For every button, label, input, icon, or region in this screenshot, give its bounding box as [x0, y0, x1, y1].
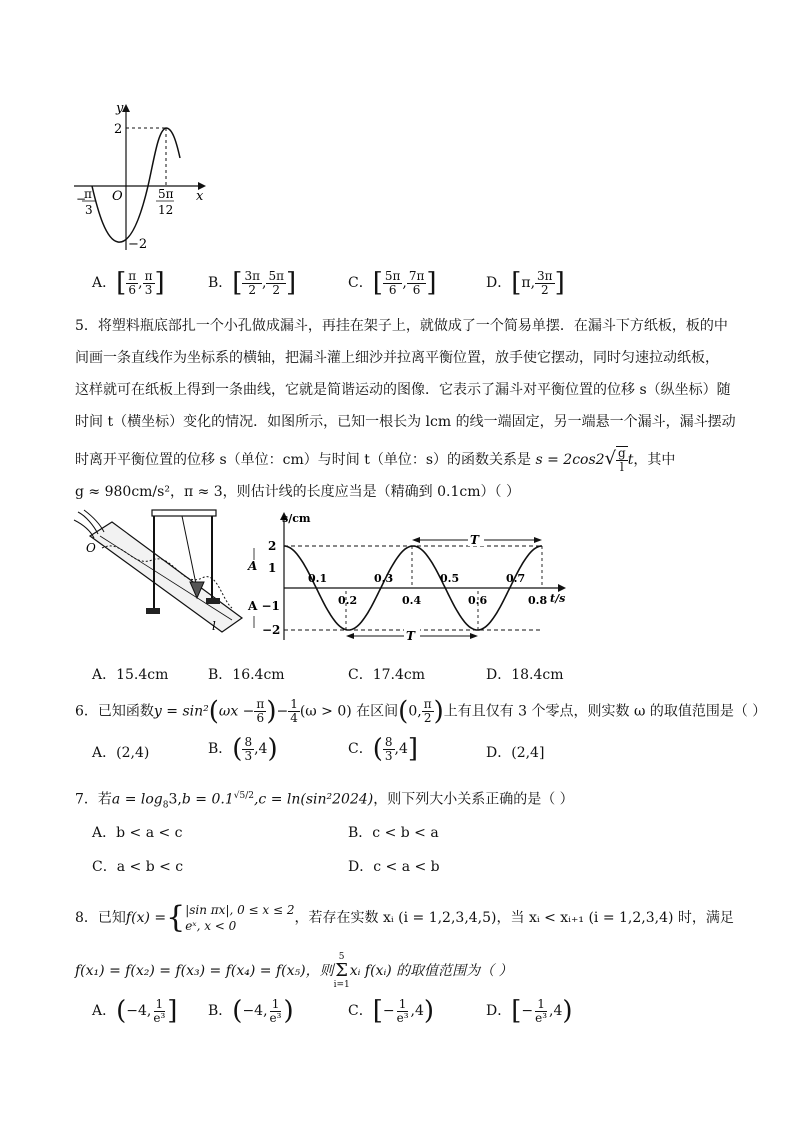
- q6-option-c[interactable]: C．( $\frac{8}{3}$ ,4]: [348, 734, 419, 764]
- q8-option-a[interactable]: A．(−4, $\frac{1}{\text{e³}}$ ]: [92, 996, 178, 1026]
- frame-top: [152, 510, 216, 516]
- q4-option-b[interactable]: B．[ $\frac{3\pi}{2}$ , $\frac{5\pi}{2}$ ]: [208, 268, 297, 298]
- y-min-label: −2: [128, 237, 148, 252]
- q4-option-d[interactable]: D．[π, $\frac{3\pi}{2}$ ]: [486, 268, 565, 298]
- q7-option-c[interactable]: C．a < b < c: [92, 859, 184, 875]
- tick-0.7: 0.7: [506, 572, 526, 585]
- q4-option-c[interactable]: C．[ $\frac{5\pi}{6}$ , $\frac{7\pi}{6}$ ]: [348, 268, 437, 298]
- s-1-label: 1: [268, 561, 277, 575]
- tick-0.3: 0.3: [374, 572, 394, 585]
- paper-board: [90, 522, 242, 632]
- s-neg2-label: −2: [262, 623, 281, 637]
- q8-question-line-2: f(x₁) = f(x₂) = f(x₃) = f(x₄) = f(x₅)，则 5 Σ i=1 xᵢ f(xᵢ) 的取值范围为（ ）: [75, 952, 513, 990]
- tick-0.5: 0.5: [440, 572, 460, 585]
- q6-option-b[interactable]: B．( $\frac{8}{3}$ ,4): [208, 734, 278, 764]
- tick-0.1: 0.1: [308, 572, 328, 585]
- tick-0.8: 0.8: [528, 594, 548, 607]
- q5-option-c[interactable]: C．17.4cm: [348, 667, 425, 683]
- q5-line-1: 5．将塑料瓶底部扎一个小孔做成漏斗，再挂在架子上，就做成了一个简易单摆．在漏斗下方纸板，板的中: [75, 318, 728, 334]
- frame-foot-right: [206, 598, 220, 604]
- q7-option-a[interactable]: A．b < a < c: [92, 825, 183, 841]
- q6-option-d[interactable]: D．(2,4]: [486, 745, 545, 761]
- q5-line-2: 间画一条直线作为坐标系的横轴，把漏斗灌上细沙并拉离平衡位置，放手使它摆动，同时匀速拉动纸板，: [75, 350, 719, 366]
- s-2-label: 2: [268, 539, 277, 553]
- pendulum-length-label: l: [212, 619, 216, 633]
- pendulum-string: [182, 516, 196, 584]
- q5-line-5: 时离开平衡位置的位移 s（单位：cm）与时间 t（单位：s）的函数关系是 s = 2cos2√ $\frac{g}{l}$ t，其中: [75, 446, 676, 474]
- s-axis-label: s/cm: [282, 512, 311, 525]
- q8-option-c[interactable]: C．[− $\frac{1}{\text{e³}}$ ,4): [348, 996, 435, 1026]
- q7-question: 7．若$a = \log_83,b = 0.1^{√5/2},c = \ln(\sin^22024)$，则下列大小关系正确的是（ ）: [75, 791, 574, 811]
- amplitude-label-top: A: [248, 559, 258, 573]
- t-axis-label: t/s: [550, 592, 566, 605]
- displacement-graph: [246, 506, 576, 646]
- y-axis-label: y: [116, 101, 124, 116]
- q5-option-b[interactable]: B．16.4cm: [208, 667, 285, 683]
- x-right-num: 5π: [158, 187, 174, 201]
- q8-option-d[interactable]: D．[− $\frac{1}{\text{e³}}$ ,4): [486, 996, 573, 1026]
- q6-question: 6．已知函数y = sin²(ωx − $\frac{\pi}{6}$ )− $\frac{1}{4}$ (ω > 0) 在区间(0, $\frac{\pi}{2}$ )上有且仅有 3 个零点，则实数 ω 的取值范围是（ ）: [75, 696, 767, 727]
- q4-option-a[interactable]: A．[ $\frac{\pi}{6}$ , $\frac{\pi}{3}$ ]: [92, 268, 165, 298]
- x-left-sign: −: [76, 192, 87, 206]
- q5-line-6: g ≈ 980cm/s²，π ≈ 3，则估计线的长度应当是（精确到 0.1cm）（ ）: [75, 484, 520, 500]
- period-label-bottom: T: [406, 629, 415, 643]
- x-left-num: π: [84, 187, 92, 201]
- sine-curve: [92, 128, 180, 242]
- q7-option-d[interactable]: D．c < a < b: [348, 859, 440, 875]
- q8-question-line-1: 8．已知f(x) ={ |sin πx|, 0 ≤ x ≤ 2 eˣ, x < 0 ，若存在实数 xᵢ (i = 1,2,3,4,5)，当 xᵢ < xᵢ₊₁ (i = 1,2,3,4) 时，满足: [75, 900, 734, 935]
- x-right-den: 12: [158, 203, 174, 217]
- q5-line-3: 这样就可在纸板上得到一条曲线，它就是简谐运动的图像．它表示了漏斗对平衡位置的位移 s（纵坐标）随: [75, 382, 731, 398]
- amplitude-label-bottom: A −1: [248, 599, 280, 613]
- frame-foot-left: [146, 608, 160, 614]
- pendulum-origin-label: O: [86, 541, 96, 555]
- q6-option-a[interactable]: A．(2,4): [92, 745, 150, 761]
- tick-0.2: 0.2: [338, 594, 358, 607]
- t-axis-arrow: [558, 584, 566, 592]
- tick-0.6: 0.6: [468, 594, 488, 607]
- q8-option-b[interactable]: B．(−4, $\frac{1}{\text{e³}}$ ): [208, 996, 294, 1026]
- x-left-den: 3: [85, 203, 93, 217]
- q7-option-b[interactable]: B．c < b < a: [348, 825, 439, 841]
- q5-option-a[interactable]: A．15.4cm: [92, 667, 169, 683]
- y-max-label: 2: [114, 122, 123, 137]
- period-label-top: T: [470, 533, 479, 547]
- sine-graph-q4: [70, 100, 220, 260]
- tick-0.4: 0.4: [402, 594, 422, 607]
- pendulum-illustration: [72, 508, 248, 636]
- q5-line-4: 时间 t（横坐标）变化的情况．如图所示，已知一根长为 lcm 的线一端固定，另一端悬一个漏斗，漏斗摆动: [75, 414, 736, 430]
- x-axis-label: x: [196, 189, 204, 204]
- q5-option-d[interactable]: D．18.4cm: [486, 667, 564, 683]
- origin-label: O: [112, 189, 123, 204]
